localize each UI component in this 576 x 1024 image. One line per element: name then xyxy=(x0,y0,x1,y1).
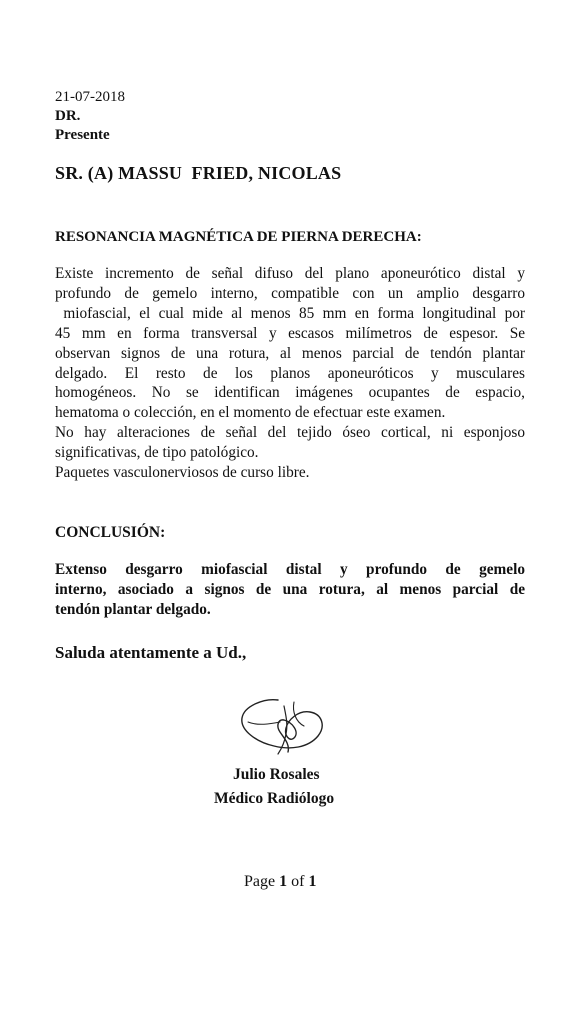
recipient-title: DR. xyxy=(55,108,81,124)
signatory-name: Julio Rosales xyxy=(233,766,320,783)
report-date: 21-07-2018 xyxy=(55,89,125,105)
presente-label: Presente xyxy=(55,127,110,143)
conclusion-line: Extenso desgarro miofascial distal y profundo de gemelo xyxy=(55,561,525,578)
page-total: 1 xyxy=(308,873,317,890)
study-title: RESONANCIA MAGNÉTICA DE PIERNA DERECHA: xyxy=(55,229,422,245)
findings-line: homogéneos. No se identifican imágenes ocupantes de espacio, xyxy=(55,384,525,402)
findings-line: No hay alteraciones de señal del tejido óseo cortical, ni esponjoso xyxy=(55,424,525,442)
findings-line: significativas, de tipo patológico. xyxy=(55,444,259,462)
findings-line: miofascial, el cual mide al menos 85 mm en forma longitudinal por xyxy=(55,304,525,322)
findings-line: profundo de gemelo interno, compatible con un amplio desgarro xyxy=(55,284,525,302)
patient-name: SR. (A) MASSU FRIED, NICOLAS xyxy=(55,163,342,183)
findings-line: delgado. El resto de los planos aponeuróticos y musculares xyxy=(55,364,525,382)
conclusion-line: tendón plantar delgado. xyxy=(55,600,211,618)
closing-salutation: Saluda atentamente a Ud., xyxy=(55,643,247,662)
conclusion-heading: CONCLUSIÓN: xyxy=(55,524,166,541)
conclusion-paragraph xyxy=(55,560,525,620)
findings-line: observan signos de una rotura, al menos parcial de tendón plantar xyxy=(55,344,525,362)
page-current: 1 xyxy=(279,873,288,890)
conclusion-line: interno, asociado a signos de una rotura, al menos parcial de xyxy=(55,580,525,598)
page-prefix: Page xyxy=(244,873,280,890)
signature-image xyxy=(234,692,334,762)
findings-line: Paquetes vasculonerviosos de curso libre. xyxy=(55,464,310,482)
findings-line: 45 mm en forma transversal y escasos milímetros de espesor. Se xyxy=(55,324,525,342)
page-of: of xyxy=(287,873,309,890)
page-number xyxy=(244,873,316,891)
findings-line: Existe incremento de señal difuso del plano aponeurótico distal y xyxy=(55,265,525,282)
findings-paragraph xyxy=(55,264,525,483)
findings-line: hematoma o colección, en el momento de efectuar este examen. xyxy=(55,404,446,422)
signatory-title: Médico Radiólogo xyxy=(214,790,335,807)
